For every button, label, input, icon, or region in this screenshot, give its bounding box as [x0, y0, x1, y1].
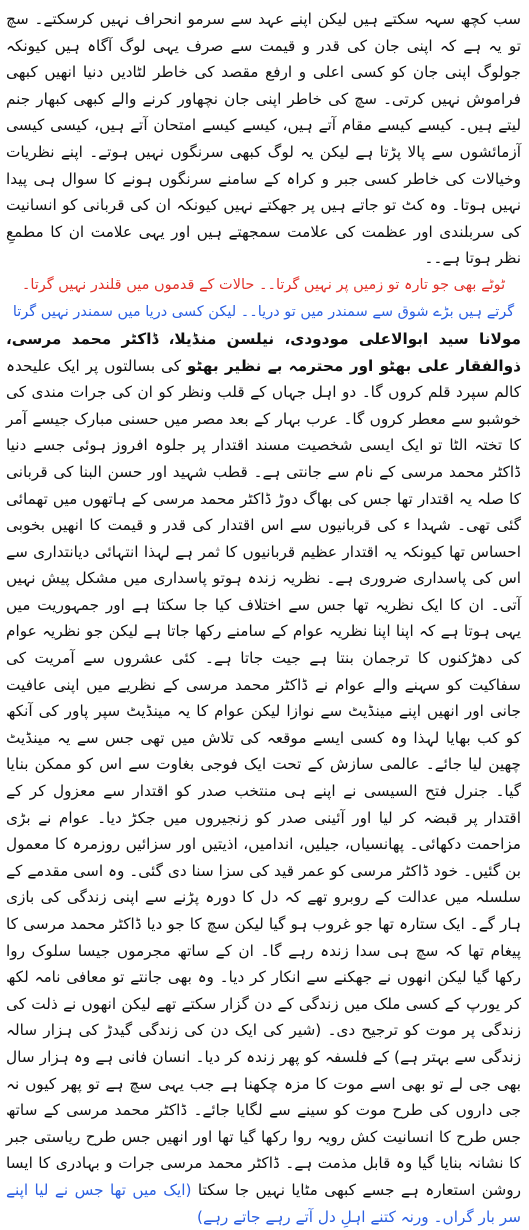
verse-couplet: [6, 272, 521, 326]
names-highlight: مولانا سید ابوالاعلی مودودی، نیلسن منڈیلا، ڈاکٹر محمد مرسی، ذوالفقار علی بھٹو اور محترمہ بے نظیر بھٹو: [6, 329, 521, 375]
paragraph-intro: سب کچھ سہہ سکتے ہیں لیکن اپنے عہد سے سرمو انحراف نہیں کرسکتے۔ سچ تو یہ ہے کہ اپنی جان کی قدر و قیمت سے صرف یہی لوگ آگاہ ہیں کیونکہ جولوگ اپنی جان کو کسی اعلی و ارفع مقصد کی خاطر لٹادیں دنیا انھیں کبھی فراموش نہیں کرتی۔ سچ کی خاطر اپنی جان نچھاور کرنے والے کبھی کبھار جنم لیتے ہیں۔ کیسے کیسے مقام آتے ہیں، کیسے کیسے امتحان آتے ہیں، کیسی کیسی آزمائشوں سے پالا پڑتا ہے لیکن یہ لوگ کبھی سرنگوں نہیں ہوتے۔ اپنے نظریات وخیالات کی خاطر کسی جبر و کراہ کے سامنے سرنگوں ہونے کا سوال ہی پیدا نہیں ہوتا۔ وہ کٹ تو جاتے ہیں پر جھکتے نہیں کیونکہ ان کی قربانی کو انسانیت کی سربلندی اور عظمت کی علامت سمجھتے ہیں اور یہی علامت ان کا مطمعِ نظر ہوتا ہے۔۔: [6, 10, 521, 268]
verse-line-1: ٹوٹے بھی جو تارہ تو زمیں پر نہیں گرتا۔۔ حالات کے قدموں میں قلندر نہیں گرتا۔: [21, 276, 506, 293]
paragraph-main-body: کی بسالتوں پر ایک علیحدہ کالم سپرد قلم کروں گا۔ دو اہل جہاں کے قلب ونظر کو ان کی جرات مندی کی خوشبو سے معطر کروں گا۔ عرب بہار کے بعد مصر میں حسنی مبارک جیسے آمر کا تختہ الٹا تو ایک ایسی شخصیت مسند اقتدار پر جلوہ افروز ہوئی جسے دنیا ڈاکٹر محمد مرسی کے نام سے جانتی ہے۔ قطب شہید اور حسن البنا کی قربانی کا صلہ یہ اقتدار تھا جس کی بھاگ دوڑ ڈاکٹر محمد مرسی کے ہاتھوں میں تھمائی گئی تھی۔ شہدا ء کی قربانیوں سے اس اقتدار کی قدر و قیمت کا انھیں بخوبی احساس تھا کیونکہ یہ اقتدار عظیم قربانیوں کا ثمر ہے لہذا انتہائی دیانتداری سے اس کی پاسداری ضروری ہے۔ نظریہ زندہ ہوتو پاسداری میں مشکل پیش نہیں آتی۔ ان کا ایک نظریہ تھا جس سے اختلاف کیا جا سکتا ہے اور جمہوریت میں یہی ہوتا ہے کہ اپنا اپنا نظریہ عوام کے سامنے رکھا جاتا ہے لیکن جو نظریہ عوام کی دھڑکنوں کا ترجمان بنتا ہے جیت جاتا ہے۔ کئی عشروں سے آمریت کی سفاکیت کو سہنے والے عوام نے ڈاکٹر محمد مرسی کے نظریے میں اپنی عافیت جانی اور انھیں اپنے مینڈیٹ سے نوازا لیکن عوام کا یہ مینڈیٹ سپر پاور کی آنکھ کو کب بھایا لہذا وہ کسی ایسے موقعہ کی تلاش میں تھی جس سے یہ مینڈیٹ چھین لیا جائے۔ عالمی سازش کے تحت ایک فوجی بغاوت سے اس کو ممکن بنایا گیا۔ جنرل فتح السیسی نے اپنے ہی منتخب صدر کو اقتدار سے معزول کر کے اقتدار پر قبضہ کر لیا اور آئینی صدر کو زنجیروں میں جکڑ دیا۔ عوام نے بڑی مزاحمت دکھائی۔ پھانسیاں، جیلیں، اندامیں، اذیتیں اور سزائیں روزمرہ کا معمول بن گئیں۔ خود ڈاکٹر مرسی کو عمر قید کی سزا سنا دی گئی۔ وہ اسی مقدمے کے سلسلہ میں عدالت کے روبرو تھے کہ دل کا دورہ پڑنے سے اپنی زندگی کی بازی ہار گے۔ ایک ستارہ تھا جو غروب ہو گیا لیکن سچ کا جو دیا ڈاکٹر محمد مرسی کا پیغام تھا کہ سچ ہی سدا زندہ رہے گا۔ ان کے ساتھ مجرموں جیسا سلوک روا رکھا گیا لیکن انھوں نے جھکنے سے انکار کر دیا۔ وہ بھی جانتے تو معافی نامہ لکھ کر یورپ کے کسی ملک میں زندگی کے دن گزار سکتے تھے لیکن انھوں نے ذلت کی زندگی پر موت کو ترجیح دی۔ (شیر کی ایک دن کی زندگی گیدڑ کی ہزار سالہ زندگی سے بہتر ہے) کے فلسفہ کو پھر زندہ کر دیا۔ انسان فانی ہے وہ ہزار سال بھی جی لے تو بھی اسے موت کا مزہ چکھنا ہے جب یہی سچ ہے تو پھر کیوں نہ جی داروں کی طرح موت کو سینے سے لگایا جائے۔ ڈاکٹر محمد مرسی کے ساتھ جس طرح کا انسانیت کش رویہ روا رکھا گیا تھا اور انھیں جس طرح ریاستی جبر کا نشانہ بنایا گیا وہ قابل مذمت ہے۔ ڈاکٹر محمد مرسی جرات و بہادری کا ایسا روشن استعارہ ہے جسے کبھی مٹایا نہیں جا سکتا: [6, 356, 521, 1199]
closing-verse: (ایک میں تھا جس نے لیا اپنے سر بار گراں۔ ورنہ کتنے اہلِ دل آتے رہے جاتے رہے): [6, 1180, 521, 1226]
paragraph-main: [6, 326, 521, 1230]
verse-line-2: گرتے ہیں بڑے شوق سے سمندر میں تو دریا۔۔ لیکن کسی دریا میں سمندر نہیں گرتا: [12, 303, 515, 320]
